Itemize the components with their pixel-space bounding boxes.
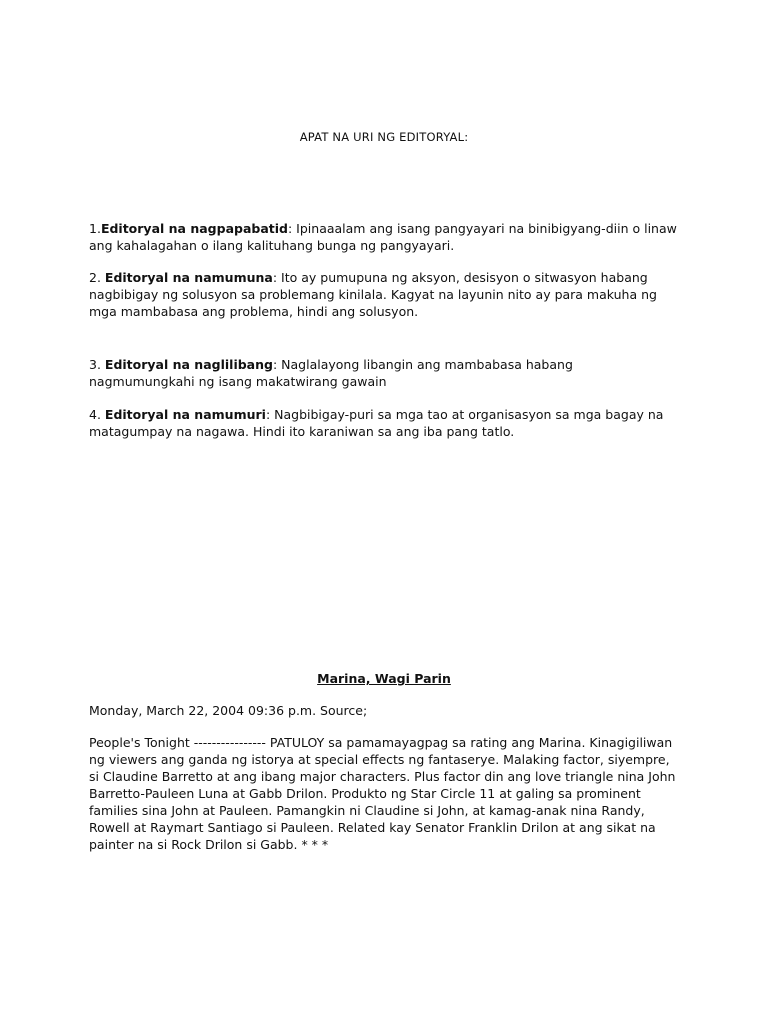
item-description: Naglalayong libangin ang mambabasa habang nagmumungkahi ng isang makatwirang gawain bbox=[89, 357, 573, 389]
item-term: Editoryal na namumuri bbox=[104, 407, 266, 422]
item-number: 2. bbox=[89, 270, 105, 285]
item-description: Ipinaaalam ang isang pangyayari na binibigyang-diin o linaw ang kahalagahan o ilang kalituhang bunga ng pangyayari. bbox=[89, 221, 677, 253]
article-body: People's Tonight ---------------- PATULOY sa pamamayagpag sa rating ang Marina. Kinagigiliwan ng viewers ang ganda ng istorya at special effects ng fantaserye. Malaking factor, siyempre, si Claudine Barretto at ang ibang major characters. Plus factor din ang love triangle nina John Barretto-Pauleen Luna at Gabb Drilon. Produkto ng Star Circle 11 at galing sa prominent families sina John at Pauleen. Pamangkin ni Claudine si John, at kamag-anak nina Randy, Rowell at Raymart Santiago si Pauleen. Related kay Senator Franklin Drilon at ang sikat na painter na si Rock Drilon si Gabb. * * * bbox=[89, 735, 676, 852]
item-description: Ito ay pumupuna ng aksyon, desisyon o sitwasyon habang nagbibigay ng solusyon sa problemang kinilala. Kagyat na layunin nito ay para makuha ng mga mambabasa ang problema, hindi ang solusyon. bbox=[89, 270, 657, 319]
item-separator: : bbox=[287, 221, 297, 236]
item-description: Nagbibigay-puri sa mga tao at organisasyon sa mga bagay na matagumpay na nagawa. Hindi ito karaniwan sa ang iba pang tatlo. bbox=[89, 407, 664, 439]
article-dateline: Monday, March 22, 2004 09:36 p.m. Source; bbox=[89, 703, 368, 718]
item-term: Editoryal na nagpapabatid bbox=[100, 221, 288, 236]
item-separator: : bbox=[272, 357, 282, 372]
item-separator: : bbox=[265, 407, 275, 422]
item-number: 1. bbox=[89, 221, 101, 236]
editorial-type-item bbox=[89, 406, 679, 440]
item-number: 3. bbox=[89, 357, 105, 372]
item-separator: : bbox=[272, 270, 282, 285]
document-title: APAT NA URI NG EDITORYAL: bbox=[299, 130, 469, 144]
article-title: Marina, Wagi Parin bbox=[317, 671, 451, 686]
editorial-type-item bbox=[89, 269, 679, 320]
editorial-type-item bbox=[89, 356, 679, 390]
item-term: Editoryal na namumuna bbox=[104, 270, 273, 285]
item-number: 4. bbox=[89, 407, 105, 422]
editorial-type-item bbox=[89, 220, 679, 254]
item-term: Editoryal na naglilibang bbox=[104, 357, 273, 372]
